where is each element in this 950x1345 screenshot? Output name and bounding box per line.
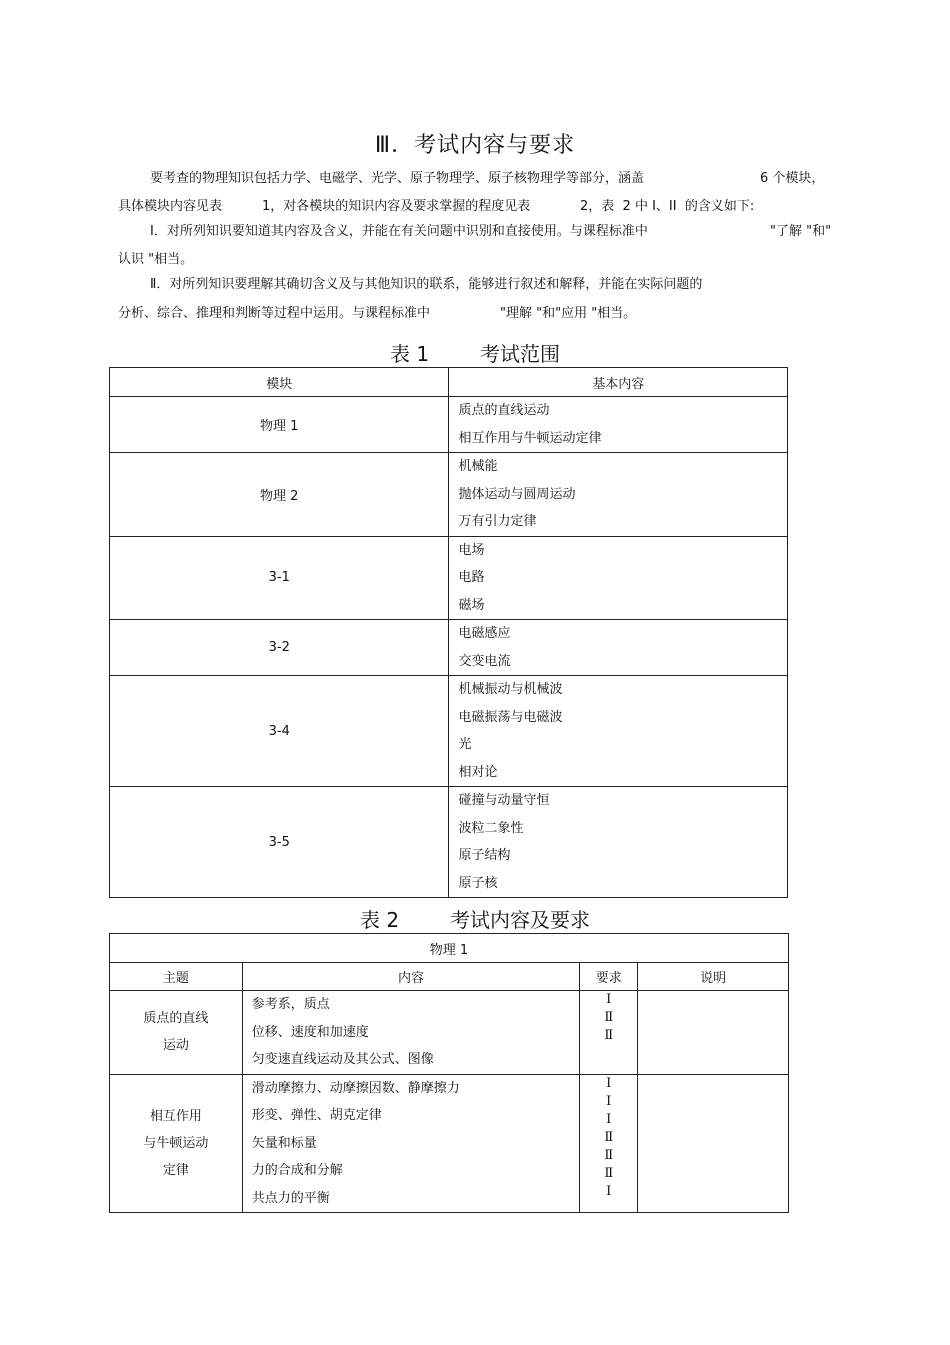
table2-header-topic: 主题 [110,963,243,991]
note-cell [638,991,789,1075]
content-item: 万有引力定律 [458,514,537,529]
content-item: 滑动摩擦力、动摩擦因数、静摩擦力 [251,1080,460,1096]
requirement-level: Ⅱ [604,1165,614,1181]
content-cell [242,1074,579,1213]
requirement-level: Ⅰ [606,1075,612,1091]
intro-line-4: 认识 "相当。 [118,252,194,267]
table-row [110,453,788,537]
module-cell: 3-4 [110,676,449,787]
content-item: 位移、速度和加速度 [251,1024,369,1040]
module-cell: 3-2 [110,620,449,676]
intro-line-5: Ⅱ．对所列知识要理解其确切含义及与其他知识的联系，能够进行叙述和解释，并能在实际问题的 [150,277,703,292]
table-row [110,620,788,676]
table-row [110,676,788,787]
content-item: 原子核 [458,875,498,891]
module-cell: 物理 1 [110,397,449,453]
content-item: 电场 [458,542,485,558]
content-item: 矢量和标量 [251,1135,317,1151]
content-item: 匀变速直线运动及其公式、图像 [251,1052,434,1067]
requirement-level: Ⅰ [606,1093,612,1109]
requirement-level: Ⅱ [604,1028,614,1043]
module-cell: 3-5 [110,787,449,898]
table2-header-note: 说明 [638,963,789,991]
intro-line-2b: 1，对各模块的知识内容及要求掌握的程度见表 [262,199,531,214]
content-cell [449,787,788,898]
content-cell [242,991,579,1075]
table1-header-module: 模块 [110,368,449,397]
intro-line-1a: 要考查的物理知识包括力学、电磁学、光学、原子物理学、原子核物理学等部分，涵盖 [150,171,645,186]
content-item: 碰撞与动量守恒 [458,793,550,808]
table-row [110,1074,789,1213]
content-cell [449,676,788,787]
table1-header-content: 基本内容 [449,368,788,397]
table2-header-content: 内容 [242,963,579,991]
table2-header-requirement: 要求 [580,963,638,991]
topic-line: 与牛顿运动 [143,1135,209,1151]
content-item: 电磁感应 [458,626,511,641]
requirement-cell [580,1074,638,1213]
table-exam-requirements [109,933,789,1213]
intro-line-6b: "理解 "和"应用 "相当。 [500,306,637,321]
topic-cell [110,991,243,1075]
requirement-level: Ⅰ [606,1183,612,1199]
topic-line: 运动 [162,1038,189,1054]
table2-caption: 表 2 考试内容及要求 [360,908,590,932]
content-cell [449,620,788,676]
content-item: 相互作用与牛顿运动定律 [458,430,602,446]
content-cell [449,453,788,537]
topic-line: 相互作用 [149,1108,202,1124]
intro-line-3b: "了解 "和" [770,224,832,239]
requirement-level: Ⅱ [604,1010,614,1025]
content-item: 磁场 [458,597,485,613]
topic-line: 质点的直线 [143,1011,209,1027]
content-item: 波粒二象性 [458,820,524,836]
content-cell [449,397,788,453]
content-item: 交变电流 [458,653,511,669]
intro-line-3a: Ⅰ．对所列知识要知道其内容及含义，并能在有关问题中识别和直接使用。与课程标准中 [150,224,648,239]
intro-line-2a: 具体模块内容见表 [118,199,223,214]
content-item: 参考系，质点 [251,997,330,1012]
requirement-cell [580,991,638,1075]
content-item: 抛体运动与圆周运动 [458,486,576,502]
content-item: 形变、弹性、胡克定律 [251,1108,382,1123]
topic-line: 定律 [162,1162,189,1178]
content-item: 光 [458,737,472,752]
topic-cell [110,1074,243,1213]
content-item: 力的合成和分解 [251,1163,343,1178]
content-item: 机械振动与机械波 [458,682,563,697]
table-row [110,397,788,453]
table-exam-scope [109,367,788,898]
module-cell: 3-1 [110,536,449,620]
table2-section-title: 物理 1 [110,934,789,963]
content-item: 质点的直线运动 [458,403,550,418]
content-item: 原子结构 [458,848,511,863]
content-item: 电磁振荡与电磁波 [458,709,563,725]
content-item: 电路 [458,570,485,585]
module-cell: 物理 2 [110,453,449,537]
content-cell [449,536,788,620]
requirement-level: Ⅰ [606,992,612,1007]
content-item: 相对论 [458,764,498,780]
table1-caption: 表 1 考试范围 [390,342,560,366]
content-item: 共点力的平衡 [251,1190,330,1206]
intro-line-2c: 2，表 2 中 I、II 的含义如下: [580,199,755,214]
requirement-level: Ⅱ [604,1129,614,1145]
table-row [110,787,788,898]
intro-line-6a: 分析、综合、推理和判断等过程中运用。与课程标准中 [118,306,431,321]
section-heading: Ⅲ．考试内容与要求 [374,133,576,158]
requirement-level: Ⅰ [606,1111,612,1127]
table-row [110,536,788,620]
table-row [110,991,789,1075]
requirement-level: Ⅱ [604,1147,614,1163]
intro-line-1b: 6 个模块， [760,171,825,186]
note-cell [638,1074,789,1213]
content-item: 机械能 [458,459,498,474]
